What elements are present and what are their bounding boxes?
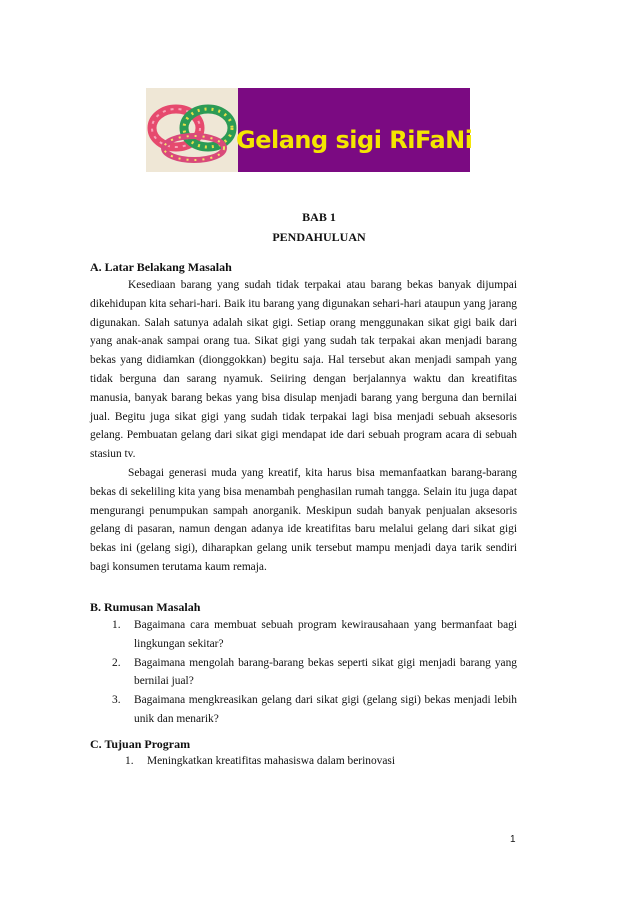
list-item-text: Bagaimana mengkreasikan gelang dari sikat gigi (gelang sigi) bekas menjadi lebih unik dan menarik?	[134, 694, 517, 725]
list-item	[112, 616, 517, 654]
paragraph: Sebagai generasi muda yang kreatif, kita harus bisa memanfaatkan barang-barang bekas di sekeliling kita yang bisa menambah penghasilan rumah tangga. Selain itu juga dapat mengurangi penumpukan sampah anorganik. Meskipun sudah banyak penjualan aksesoris gelang di pasaran, namun dengan adanya ide kreatifitas baru melalui gelang dari sikat gigi bekas ini (gelang sigi), diharapkan gelang unik tersebut mampu menjadi daya tarik sendiri bagi konsumen terutama kaum remaja.	[90, 466, 517, 573]
section-c-list	[125, 752, 517, 771]
list-item	[112, 654, 517, 692]
list-item-text: Bagaimana cara membuat sebuah program kewirausahaan yang bermanfaat bagi lingkungan sekitar?	[134, 619, 517, 650]
list-item-text: Meningkatkan kreatifitas mahasiswa dalam berinovasi	[147, 755, 395, 767]
section-b-list	[112, 616, 517, 729]
section-b-heading: B. Rumusan Masalah	[90, 600, 201, 614]
list-item-number: 2.	[112, 656, 121, 669]
chapter-title: PENDAHULUAN	[272, 230, 366, 244]
list-item-number: 1.	[125, 755, 134, 767]
section-c-heading: C. Tujuan Program	[90, 737, 191, 751]
section-a-body	[90, 276, 517, 577]
header-banner	[146, 88, 473, 172]
bracelet-photo	[146, 88, 238, 172]
list-item-number: 3.	[112, 694, 121, 707]
list-item	[112, 691, 517, 729]
section-a-heading: A. Latar Belakang Masalah	[90, 260, 232, 274]
list-item-text: Bagaimana mengolah barang-barang bekas seperti sikat gigi menjadi barang yang bernilai jual?	[134, 656, 517, 688]
page-number: 1	[510, 834, 516, 845]
paragraph: Kesediaan barang yang sudah tidak terpakai atau barang bekas banyak dijumpai dikehidupan kita sehari-hari. Baik itu barang yang digunakan sehari-hari ataupun yang jarang digunakan. Salah satunya adalah sikat gigi. Setiap orang menggunakan sikat gigi baik dari yang anak-anak sampai orang tua. Sikat gigi yang sudah tak terpakai akan menjadi barang bekas yang didiamkan (dionggokkan) begitu saja. Hal tersebut akan menjadi sampah yang tidak berguna dan sarang nyamuk. Seiiring dengan berjalannya waktu dan kreatifitas manusia, banyak barang bekas yang bisa disulap menjadi barang yang berguna dan bernilai jual. Begitu juga sikat gigi yang sudah tidak terpakai lagi bisa menjadi sebuah aksesoris gelang. Pembuatan gelang dari sikat gigi mendapat ide dari sebuah program acara di sebuah stasiun tv.	[90, 279, 517, 461]
list-item-number: 1.	[112, 619, 121, 631]
chapter-label: BAB 1	[302, 210, 336, 224]
list-item	[125, 752, 517, 771]
banner-title: Gelang sigi RiFaNi	[236, 126, 473, 154]
